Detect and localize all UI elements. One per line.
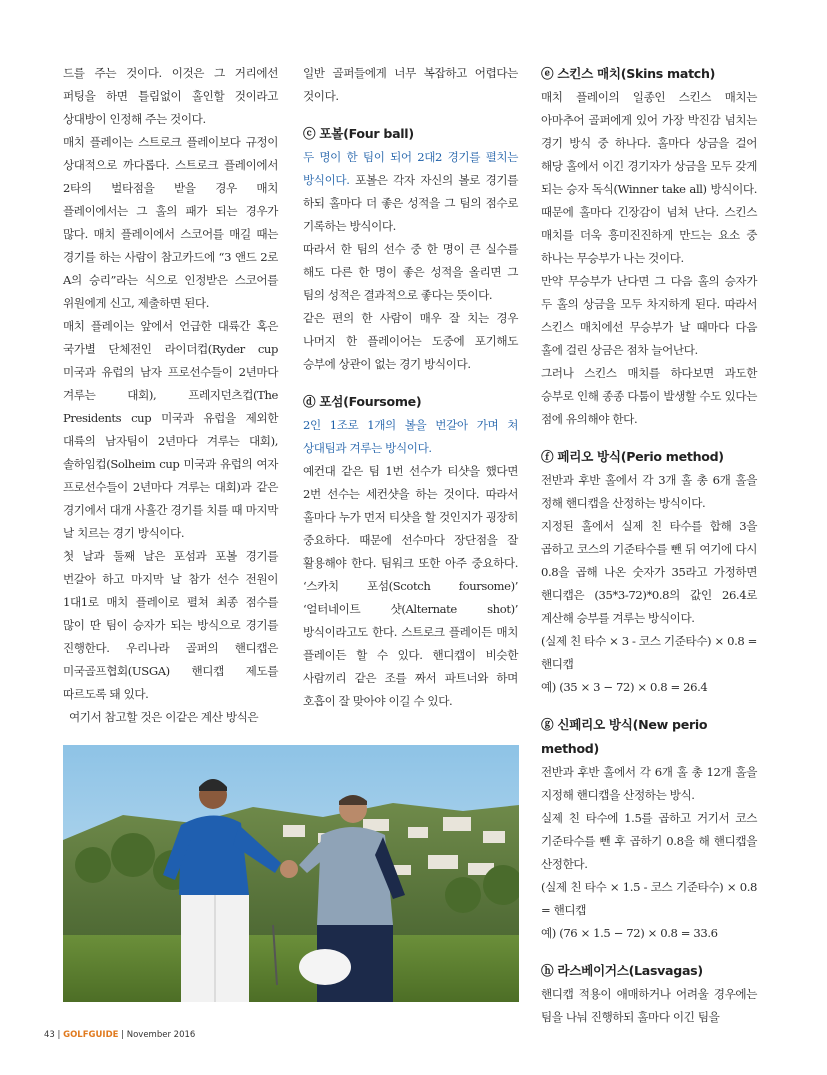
- formula: (실제 친 타수 × 3 - 코스 기준타수) × 0.8 = 핸디캡: [541, 634, 757, 671]
- paragraph: 그러나 스킨스 매치를 하다보면 과도한 승부로 인해 종종 다툼이 발생할 수도 있다는 점에 유의해야 한다.: [541, 366, 757, 426]
- paragraph: 지정된 홀에서 실제 친 타수를 합해 3을 곱하고 코스의 기준타수를 뺀 뒤 여기에 다시 0.8을 곱해 나온 숫자가 35라고 가정하면 핸디캡은 (35*3-72)*0.8의 값인 26.4로 계산해 승부를 겨루는 방식이다.: [541, 519, 757, 625]
- paragraph: 첫 날과 둘째 날은 포섬과 포볼 경기를 번갈아 하고 마지막 날 참가 선수 전원이 1대1로 매치 플레이로 펼쳐 최종 점수를 많이 딴 팀이 승자가 되는 방식으로 경기를 진행한다. 우리나라 골퍼의 핸디캡은 미국골프협회(USGA) 핸디캡 제도를 따르도록 돼 있다.: [63, 549, 278, 701]
- photo-illustration: [63, 745, 519, 1002]
- paragraph: 드를 주는 것이다. 이것은 그 거리에선 퍼팅을 하면 틀림없이 홀인할 것이라고 상대방이 인정해 주는 것이다.: [63, 66, 278, 126]
- page-footer: [44, 1030, 195, 1040]
- paragraph-text: 포볼은 각자 자신의 볼로 경기를 하되 홀마다 더 좋은 성적을 그 팀의 점수로 기록하는 방식이다.: [303, 173, 518, 233]
- paragraph: 일반 골퍼들에게 너무 복잡하고 어렵다는 것이다.: [303, 66, 518, 103]
- section-heading-new-perio: ⓖ 신페리오 방식(New perio method): [541, 717, 708, 756]
- golfers-handshake-photo: [63, 745, 519, 1002]
- paragraph: 매치 플레이의 일종인 스킨스 매치는 아마추어 골퍼에게 있어 가장 박진감 넘치는 경기 방식 중 하나다. 홀마다 상금을 걸어 해당 홀에서 이긴 경기자가 상금을 모두 갖게 되는 승자 독식(Winner take all) 방식이다. 때문에 홀마다 긴장감이 넘쳐 난다. 스킨스 매치를 더욱 흥미진진하게 만드는 요소 중 하나는 무승부가 나는 것이다.: [541, 90, 757, 265]
- paragraph: 따라서 한 팀의 선수 중 한 명이 큰 실수를 해도 다른 한 명이 좋은 성적을 올리면 그 팀의 성적은 결과적으로 좋다는 뜻이다.: [303, 242, 518, 302]
- paragraph: [303, 146, 518, 238]
- example: 예) (76 × 1.5 − 72) × 0.8 = 33.6: [541, 926, 718, 940]
- paragraph: 같은 편의 한 사람이 매우 잘 치는 경우 나머지 한 플레이어는 도중에 포기해도 승부에 상관이 없는 경기 방식이다.: [303, 311, 518, 371]
- paragraph: 예컨대 같은 팀 1번 선수가 티샷을 했다면 2번 선수는 세컨샷을 하는 것이다. 따라서 홀마다 누가 먼저 티샷을 할 것인지가 굉장히 중요하다. 때문에 선수마다 장단점을 잘 활용해야 한다. 팀워크 또한 아주 중요하다. ‘스카치 포섬(Scotch foursome)’ ‘얼터네이트 샷(Alternate shot)’ 방식이라고도 한다. 스트로크 플레이든 매치 플레이든 할 수 있다. 핸디캡이 비슷한 사람끼리 같은 조를 짜서 파트너와 하며 호흡이 잘 맞아야 이길 수 있다.: [303, 464, 518, 708]
- paragraph: 매치 플레이는 스트로크 플레이보다 규정이 상대적으로 까다롭다. 스트로크 플레이에서 2타의 벌타점을 받을 경우 매치 플레이에서는 그 홀의 패가 되는 경우가 많다. 매치 플레이에서 스코어를 매길 때는 경기를 하는 사람이 참고카드에 “3 앤드 2로 A의 승리”라는 식으로 인정받은 스코어를 위원에게 신고, 제출하면 된다.: [63, 135, 278, 310]
- text-column-2: [303, 62, 518, 713]
- separator: |: [54, 1030, 64, 1040]
- paragraph: 전반과 후반 홀에서 각 6개 홀 총 12개 홀을 지정해 핸디캡을 산정하는 방식.: [541, 765, 757, 802]
- paragraph: 실제 친 타수에 1.5를 곱하고 거기서 코스 기준타수를 뺀 후 곱하기 0.8을 해 핸디캡을 산정한다.: [541, 811, 757, 871]
- section-heading-lasvegas: ⓗ 라스베이거스(Lasvagas): [541, 963, 703, 978]
- highlight-paragraph: 2인 1조로 1개의 볼을 번갈아 가며 쳐 상대팀과 겨루는 방식이다.: [303, 418, 518, 455]
- paragraph: 여기서 참고할 것은 이같은 계산 방식은: [69, 710, 259, 724]
- paragraph: 만약 무승부가 난다면 그 다음 홀의 승자가 두 홀의 상금을 모두 차지하게 된다. 따라서 스킨스 매치에선 무승부가 날 때마다 다음 홀에 걸린 상금은 점차 늘어난다.: [541, 274, 757, 357]
- separator: |: [118, 1030, 127, 1040]
- text-column-1: [63, 62, 278, 729]
- example: 예) (35 × 3 − 72) × 0.8 = 26.4: [541, 680, 708, 694]
- paragraph: 핸디캡 적용이 애매하거나 어려울 경우에는 팀을 나눠 진행하되 홀마다 이긴 팀을: [541, 987, 757, 1024]
- formula: (실제 친 타수 × 1.5 - 코스 기준타수) × 0.8 = 핸디캡: [541, 880, 757, 917]
- highlight-text: 두 명이 한 팀이 되어 2대2 경기를 펼치는 방식이다.: [303, 150, 518, 187]
- magazine-brand: GOLFGUIDE: [63, 1030, 119, 1040]
- section-heading-perio: ⓕ 페리오 방식(Perio method): [541, 449, 724, 464]
- page-number: 43: [44, 1030, 55, 1040]
- issue-date: November 2016: [126, 1030, 196, 1040]
- section-heading-skins: ⓔ 스킨스 매치(Skins match): [541, 66, 716, 81]
- section-heading-fourball: ⓒ 포볼(Four ball): [303, 126, 414, 141]
- text-column-3: [541, 62, 757, 1029]
- paragraph: 매치 플레이는 앞에서 언급한 대륙간 혹은 국가별 단체전인 라이더컵(Ryder cup 미국과 유럽의 남자 프로선수들이 2년마다 겨루는 대회), 프레지던츠컵(The Presidents cup 미국과 유럽을 제외한 대륙의 남자팀이 2년마다 겨루는 대회), 솔하임컵(Solheim cup 미국과 유럽의 여자 프로선수들이 2년마다 겨루는 대회)과 같은 경기에서 대개 사흘간 경기를 치를 때 마지막 날 치르는 경기 방식이다.: [63, 319, 278, 540]
- section-heading-foursome: ⓓ 포섬(Foursome): [303, 394, 422, 409]
- paragraph: 전반과 후반 홀에서 각 3개 홀 총 6개 홀을 정해 핸디캡을 산정하는 방식이다.: [541, 473, 757, 510]
